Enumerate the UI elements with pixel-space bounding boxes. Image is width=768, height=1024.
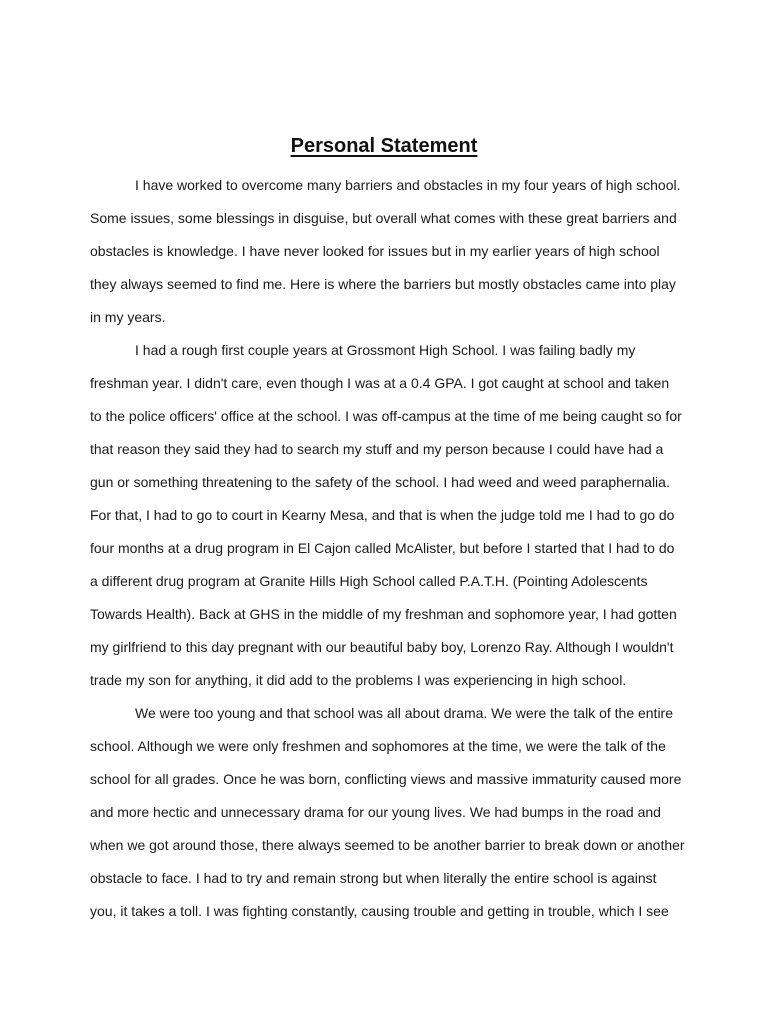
text-line: that reason they said they had to search my stuff and my person because I could have had a xyxy=(90,441,664,457)
page-title xyxy=(0,132,768,160)
text-line: to the police officers' office at the school. I was off-campus at the time of me being caught so for xyxy=(90,408,682,424)
text-line: school. Although we were only freshmen and sophomores at the time, we were the talk of the xyxy=(90,738,666,754)
text-line: For that, I had to go to court in Kearny Mesa, and that is when the judge told me I had to go do xyxy=(90,507,675,523)
text-line: freshman year. I didn't care, even though I was at a 0.4 GPA. I got caught at school and taken xyxy=(90,375,670,391)
document-body xyxy=(90,171,690,930)
page-title-text: Personal Statement xyxy=(290,135,478,157)
text-line: trade my son for anything, it did add to the problems I was experiencing in high school. xyxy=(90,672,627,688)
text-line: four months at a drug program in El Cajon called McAlister, but before I started that I had to do xyxy=(90,540,675,556)
text-line: they always seemed to find me. Here is where the barriers but mostly obstacles came into play xyxy=(90,276,676,292)
text-line: I had a rough first couple years at Grossmont High School. I was failing badly my xyxy=(135,342,636,358)
text-line: gun or something threatening to the safety of the school. I had weed and weed paraphernalia. xyxy=(90,474,670,490)
text-line: a different drug program at Granite Hills High School called P.A.T.H. (Pointing Adolescents xyxy=(90,573,648,589)
text-line: We were too young and that school was all about drama. We were the talk of the entire xyxy=(135,705,674,721)
text-line: when we got around those, there always seemed to be another barrier to break down or another xyxy=(90,837,685,853)
text-line: obstacle to face. I had to try and remain strong but when literally the entire school is against xyxy=(90,870,657,886)
text-line: in my years. xyxy=(90,309,166,325)
text-line: school for all grades. Once he was born, conflicting views and massive immaturity caused more xyxy=(90,771,682,787)
text-line: Some issues, some blessings in disguise, but overall what comes with these great barriers and xyxy=(90,210,677,226)
text-line: you, it takes a toll. I was fighting constantly, causing trouble and getting in trouble, which I see xyxy=(90,903,669,919)
text-line: obstacles is knowledge. I have never looked for issues but in my earlier years of high school xyxy=(90,243,660,259)
text-line: my girlfriend to this day pregnant with our beautiful baby boy, Lorenzo Ray. Although I wouldn't xyxy=(90,639,674,655)
text-line: and more hectic and unnecessary drama for our young lives. We had bumps in the road and xyxy=(90,804,661,820)
text-line: Towards Health). Back at GHS in the middle of my freshman and sophomore year, I had gotten xyxy=(90,606,677,622)
text-line: I have worked to overcome many barriers and obstacles in my four years of high school. xyxy=(135,177,681,193)
